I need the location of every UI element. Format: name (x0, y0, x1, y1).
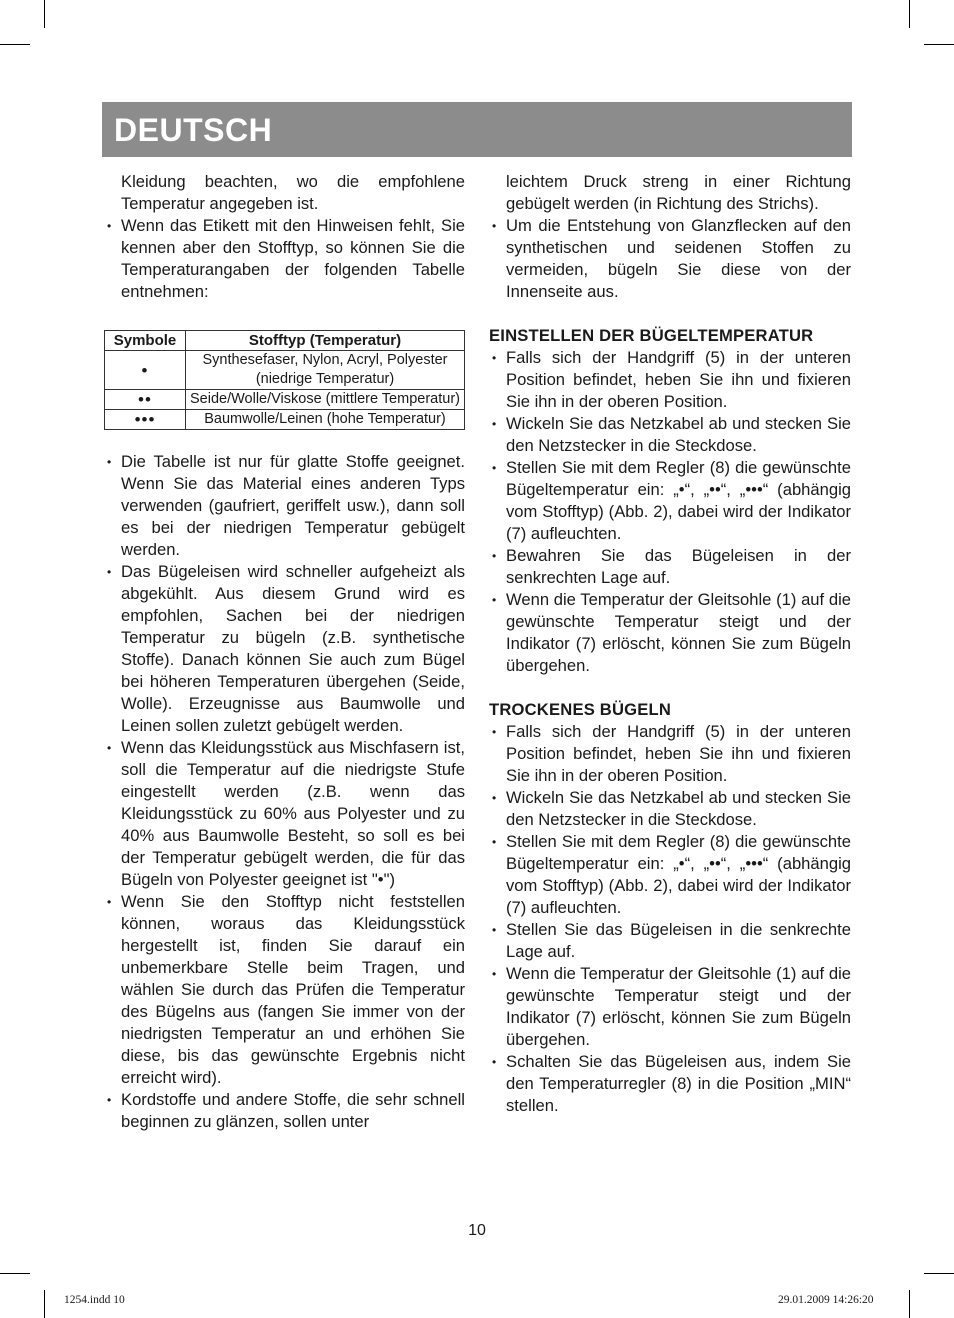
list-item: • Schalten Sie das Bügeleisen aus, indem Sie den Temperaturregler (8) in die Position „MIN“ stellen. (492, 1052, 851, 1115)
intro-paragraph: Kleidung beachten, wo die empfohlene Temperatur angegeben ist. (121, 172, 465, 213)
bullet-icon: • (492, 791, 497, 805)
ironing-tips-list (104, 451, 465, 1133)
footer-file-slug: 1254.indd 10 (64, 1294, 125, 1306)
bullet-icon: • (492, 835, 497, 849)
symbol-cell: • (105, 351, 186, 390)
bullet-icon: • (492, 593, 497, 607)
page-number: 10 (468, 1222, 486, 1239)
right-column (489, 171, 851, 1117)
bullet-icon: • (492, 967, 497, 981)
crop-mark (0, 1273, 30, 1274)
list-item: • Die Tabelle ist nur für glatte Stoffe geeignet. Wenn Sie das Material eines anderen Typs verwenden (gaufriert, geriffelt usw.), dann soll es bei der niedrigen Temperatur gebügelt werden. (107, 452, 465, 559)
page-title: DEUTSCH (114, 112, 273, 148)
bullet-icon: • (492, 923, 497, 937)
glanz-list (489, 215, 851, 303)
bullet-icon: • (492, 351, 497, 365)
symbol-cell: •• (105, 390, 186, 410)
bullet-icon: • (492, 461, 497, 475)
bullet-icon: • (492, 725, 497, 739)
list-item: • Wenn Sie den Stofftyp nicht feststellen können, woraus das Kleidungsstück hergestellt ist, finden Sie darauf ein unbemerkbare Stelle beim Tragen, und wählen Sie durch das Prüfen die Temperatur des Bügelns aus (fangen Sie immer von der niedrigsten Temperatur an und erhöhen Sie diese, bis das gewünschte Ergebnis nicht erreicht wird). (107, 892, 465, 1087)
column-header-fabric: Stofftyp (Temperatur) (186, 331, 465, 351)
table-row (105, 390, 465, 410)
list-item: • Falls sich der Handgriff (5) in der unteren Position befindet, heben Sie ihn und fixieren Sie ihn in der oberen Position. (492, 722, 851, 785)
fabric-cell: Synthesefaser, Nylon, Acryl, Polyester (niedrige Temperatur) (186, 351, 465, 390)
list-item: • Wenn die Temperatur der Gleitsohle (1) auf die gewünschte Temperatur steigt und der Indikator (7) erlöscht, können Sie zum Bügeln übergehen. (492, 964, 851, 1049)
list-item: • Stellen Sie das Bügeleisen in die senkrechte Lage auf. (492, 920, 851, 961)
bullet-icon: • (492, 417, 497, 431)
footer-timestamp: 29.01.2009 14:26:20 (778, 1294, 874, 1306)
list-item: • Wickeln Sie das Netzkabel ab und stecken Sie den Netzstecker in die Steckdose. (492, 414, 851, 455)
bullet-icon: • (107, 895, 112, 909)
list-item: • Um die Entstehung von Glanzflecken auf den synthetischen und seidenen Stoffen zu vermeiden, bügeln Sie diese von der Innenseite aus. (492, 216, 851, 301)
left-column (104, 171, 465, 1133)
list-item: • Wenn das Etikett mit den Hinweisen fehlt, Sie kennen aber den Stofftyp, so können Sie die Temperaturangaben der folgenden Tabelle entnehmen: (107, 216, 465, 301)
dry-ironing-steps-list (489, 721, 851, 1117)
table-row (105, 351, 465, 390)
fabric-temperature-table (104, 330, 465, 430)
crop-mark (909, 1290, 910, 1318)
table-row (105, 410, 465, 430)
table-header-row (105, 331, 465, 351)
temperature-steps-list (489, 347, 851, 677)
crop-mark (44, 0, 45, 28)
section-heading-temperature: EINSTELLEN DER BÜGELTEMPERATUR (489, 326, 814, 345)
list-item: • Wickeln Sie das Netzkabel ab und stecken Sie den Netzstecker in die Steckdose. (492, 788, 851, 829)
crop-mark (44, 1290, 45, 1318)
section-heading-dry-ironing: TROCKENES BÜGELN (489, 700, 672, 719)
crop-mark (0, 44, 30, 45)
bullet-icon: • (107, 1093, 112, 1107)
continuation-paragraph: leichtem Druck streng in einer Richtung gebügelt werden (in Richtung des Strichs). (506, 172, 851, 213)
list-item: • Stellen Sie mit dem Regler (8) die gewünschte Bügeltemperatur ein: „•“, „••“, „•••“ (abhängig vom Stofftyp) (Abb. 2), dabei wird der Indikator (7) aufleuchten. (492, 832, 851, 917)
bullet-icon: • (492, 549, 497, 563)
fabric-cell: Seide/Wolle/Viskose (mittlere Temperatur) (186, 390, 465, 410)
list-item: • Das Bügeleisen wird schneller aufgeheizt als abgekühlt. Aus diesem Grund wird es empfohlen, Sachen bei der niedrigen Temperatur zu bügeln (z.B. synthetische Stoffe). Danach können Sie auch zum Bügel bei höheren Temperaturen übergehen (Seide, Wolle). Erzeugnisse aus Baumwolle und Leinen sollen zuletzt gebügelt werden. (107, 562, 465, 735)
list-item: • Stellen Sie mit dem Regler (8) die gewünschte Bügeltemperatur ein: „•“, „••“, „•••“ (abhängig vom Stofftyp) (Abb. 2), dabei wird der Indikator (7) aufleuchten. (492, 458, 851, 543)
crop-mark (909, 0, 910, 28)
list-item: • Falls sich der Handgriff (5) in der unteren Position befindet, heben Sie ihn und fixieren Sie ihn in der oberen Position. (492, 348, 851, 411)
bullet-icon: • (107, 455, 112, 469)
bullet-icon: • (107, 741, 112, 755)
intro-list (104, 215, 465, 303)
bullet-icon: • (107, 219, 112, 233)
list-item: • Wenn das Kleidungsstück aus Mischfasern ist, soll die Temperatur auf die niedrigste Stufe eingestellt werden (z.B. wenn das Kleidungsstück zu 60% aus Polyester und zu 40% aus Baumwolle Besteht, so soll es bei der Temperatur gebügelt werden, die für das Bügeln von Polyester geeignet ist "•") (107, 738, 465, 889)
bullet-icon: • (492, 219, 497, 233)
fabric-cell: Baumwolle/Leinen (hohe Temperatur) (186, 410, 465, 430)
list-item: • Wenn die Temperatur der Gleitsohle (1) auf die gewünschte Temperatur steigt und der Indikator (7) erlöscht, können Sie zum Bügeln übergehen. (492, 590, 851, 675)
crop-mark (924, 44, 954, 45)
symbol-cell: ••• (105, 410, 186, 430)
language-banner (102, 102, 852, 157)
list-item: • Bewahren Sie das Bügeleisen in der senkrechten Lage auf. (492, 546, 851, 587)
list-item: • Kordstoffe und andere Stoffe, die sehr schnell beginnen zu glänzen, sollen unter (107, 1090, 465, 1131)
bullet-icon: • (492, 1055, 497, 1069)
crop-mark (924, 1273, 954, 1274)
bullet-icon: • (107, 565, 112, 579)
column-header-symbol: Symbole (105, 331, 186, 351)
